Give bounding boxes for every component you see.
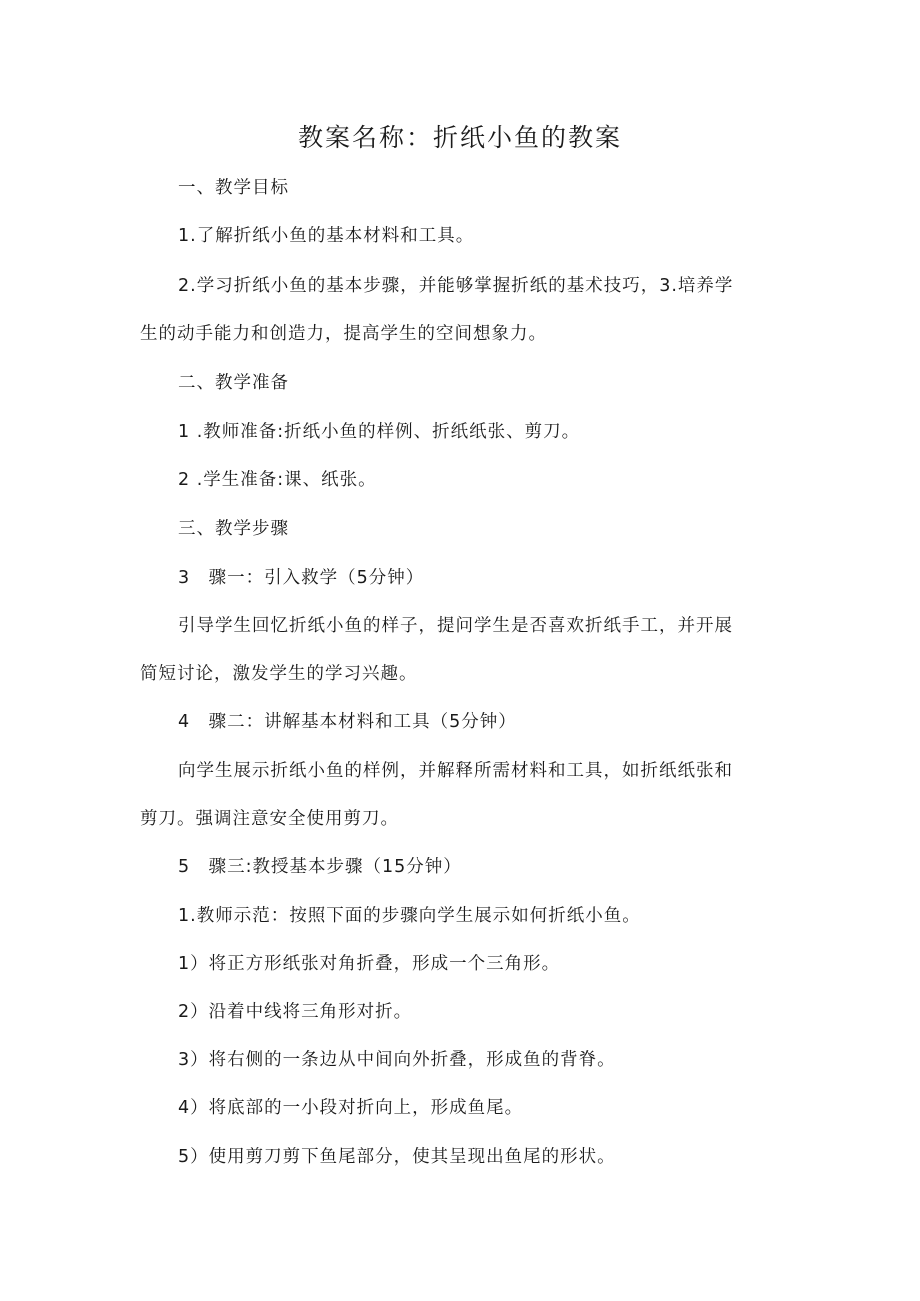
list-item: 5）使用剪刀剪下鱼尾部分，使其呈现出鱼尾的形状。 bbox=[178, 1147, 616, 1167]
list-item: 3）将右侧的一条边从中间向外折叠，形成鱼的背脊。 bbox=[178, 1050, 616, 1070]
paragraph-line: 生的动手能力和创造力，提高学生的空间想象力。 bbox=[140, 324, 547, 344]
step-heading: 4 骤二：讲解基本材料和工具（5分钟） bbox=[178, 712, 517, 732]
paragraph-line: 1 .教师准备:折纸小鱼的样例、折纸纸张、剪刀。 bbox=[178, 422, 581, 442]
section-heading-objectives: 一、教学目标 bbox=[178, 178, 289, 198]
paragraph-line: 2 .学生准备:课、纸张。 bbox=[178, 470, 377, 490]
list-item: 1）将正方形纸张对角折叠，形成一个三角形。 bbox=[178, 954, 561, 974]
list-item: 2）沿着中线将三角形对折。 bbox=[178, 1002, 413, 1022]
list-item: 4）将底部的一小段对折向上，形成鱼尾。 bbox=[178, 1098, 524, 1118]
paragraph-line: 向学生展示折纸小鱼的样例，并解释所需材料和工具，如折纸纸张和 bbox=[178, 761, 733, 781]
paragraph-line: 简短讨论，激发学生的学习兴趣。 bbox=[140, 664, 418, 684]
paragraph-line: 引导学生回忆折纸小鱼的样子，提问学生是否喜欢折纸手工，并开展 bbox=[178, 616, 733, 636]
paragraph-line: 1.了解折纸小鱼的基本材料和工具。 bbox=[178, 226, 475, 246]
section-heading-steps: 三、教学步骤 bbox=[178, 519, 289, 539]
paragraph-line: 剪刀。强调注意安全使用剪刀。 bbox=[140, 809, 399, 829]
step-heading: 5 骤三:教授基本步骤（15分钟） bbox=[178, 857, 462, 877]
paragraph-line: 2.学习折纸小鱼的基本步骤，并能够掌握折纸的基术技巧，3.培养学 bbox=[178, 276, 734, 296]
section-heading-preparation: 二、教学准备 bbox=[178, 373, 289, 393]
document-title: 教案名称：折纸小鱼的教案 bbox=[297, 123, 622, 152]
step-heading: 3 骤一：引入救学（5分钟） bbox=[178, 568, 425, 588]
paragraph-line: 1.教师示范：按照下面的步骤向学生展示如何折纸小鱼。 bbox=[178, 906, 641, 926]
